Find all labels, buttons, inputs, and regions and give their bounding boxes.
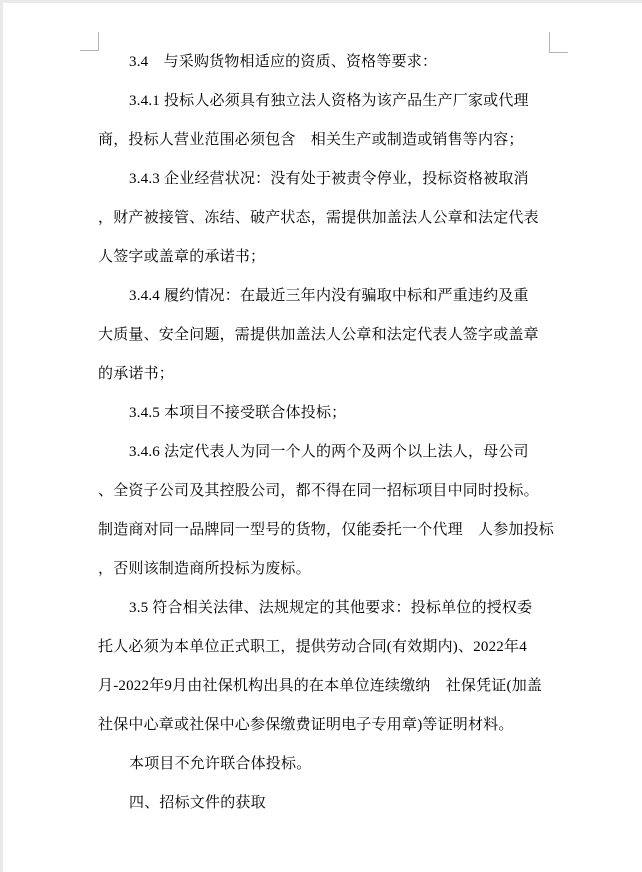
page-top-edge bbox=[0, 0, 642, 3]
text-line: 商，投标人营业范围必须包含 相关生产或制造或销售等内容； bbox=[98, 132, 524, 148]
page-left-edge bbox=[0, 0, 3, 872]
text-line: 3.4.1 投标人必须具有独立法人资格为该产品生产厂家或代理 bbox=[129, 93, 529, 109]
text-line: 3.4.6 法定代表人为同一个人的两个及两个以上法人，母公司 bbox=[129, 444, 529, 460]
text-line: ，财产被接管、冻结、破产状态，需提供加盖法人公章和法定代表 bbox=[98, 210, 539, 226]
text-line: 月-2022年9月由社保机构出具的在本单位连续缴纳 社保凭证(加盖 bbox=[98, 678, 543, 694]
text-line: 四、招标文件的获取 bbox=[129, 795, 266, 811]
text-line: 制造商对同一品牌同一型号的货物，仅能委托一个代理 人参加投标 bbox=[98, 522, 555, 538]
text-line: 本项目不允许联合体投标。 bbox=[129, 756, 312, 772]
text-line: 3.4.4 履约情况：在最近三年内没有骗取中标和严重违约及重 bbox=[129, 288, 529, 304]
text-line: 3.4.5 本项目不接受联合体投标； bbox=[129, 405, 347, 421]
document-body[interactable] bbox=[98, 43, 568, 823]
text-line: 托人必须为本单位正式职工，提供劳动合同(有效期内)、2022年4 bbox=[98, 639, 527, 655]
text-line: 大质量、安全问题，需提供加盖法人公章和法定代表人签字或盖章 bbox=[98, 327, 539, 343]
text-line: ，否则该制造商所投标为废标。 bbox=[98, 561, 311, 577]
text-line: 3.4 与采购货物相适应的资质、资格等要求： bbox=[129, 54, 438, 70]
text-line: 社保中心章或社保中心参保缴费证明电子专用章)等证明材料。 bbox=[98, 717, 514, 733]
text-line: 的承诺书； bbox=[98, 366, 175, 382]
text-line: 3.4.3 企业经营状况：没有处于被责令停业，投标资格被取消 bbox=[129, 171, 529, 187]
text-line: 、全资子公司及其控股公司，都不得在同一招标项目中同时投标。 bbox=[98, 483, 539, 499]
text-line: 3.5 符合相关法律、法规规定的其他要求：投标单位的授权委 bbox=[129, 600, 533, 616]
text-line: 人签字或盖章的承诺书； bbox=[98, 249, 266, 265]
text-boundary-mark-top-left bbox=[80, 32, 99, 51]
